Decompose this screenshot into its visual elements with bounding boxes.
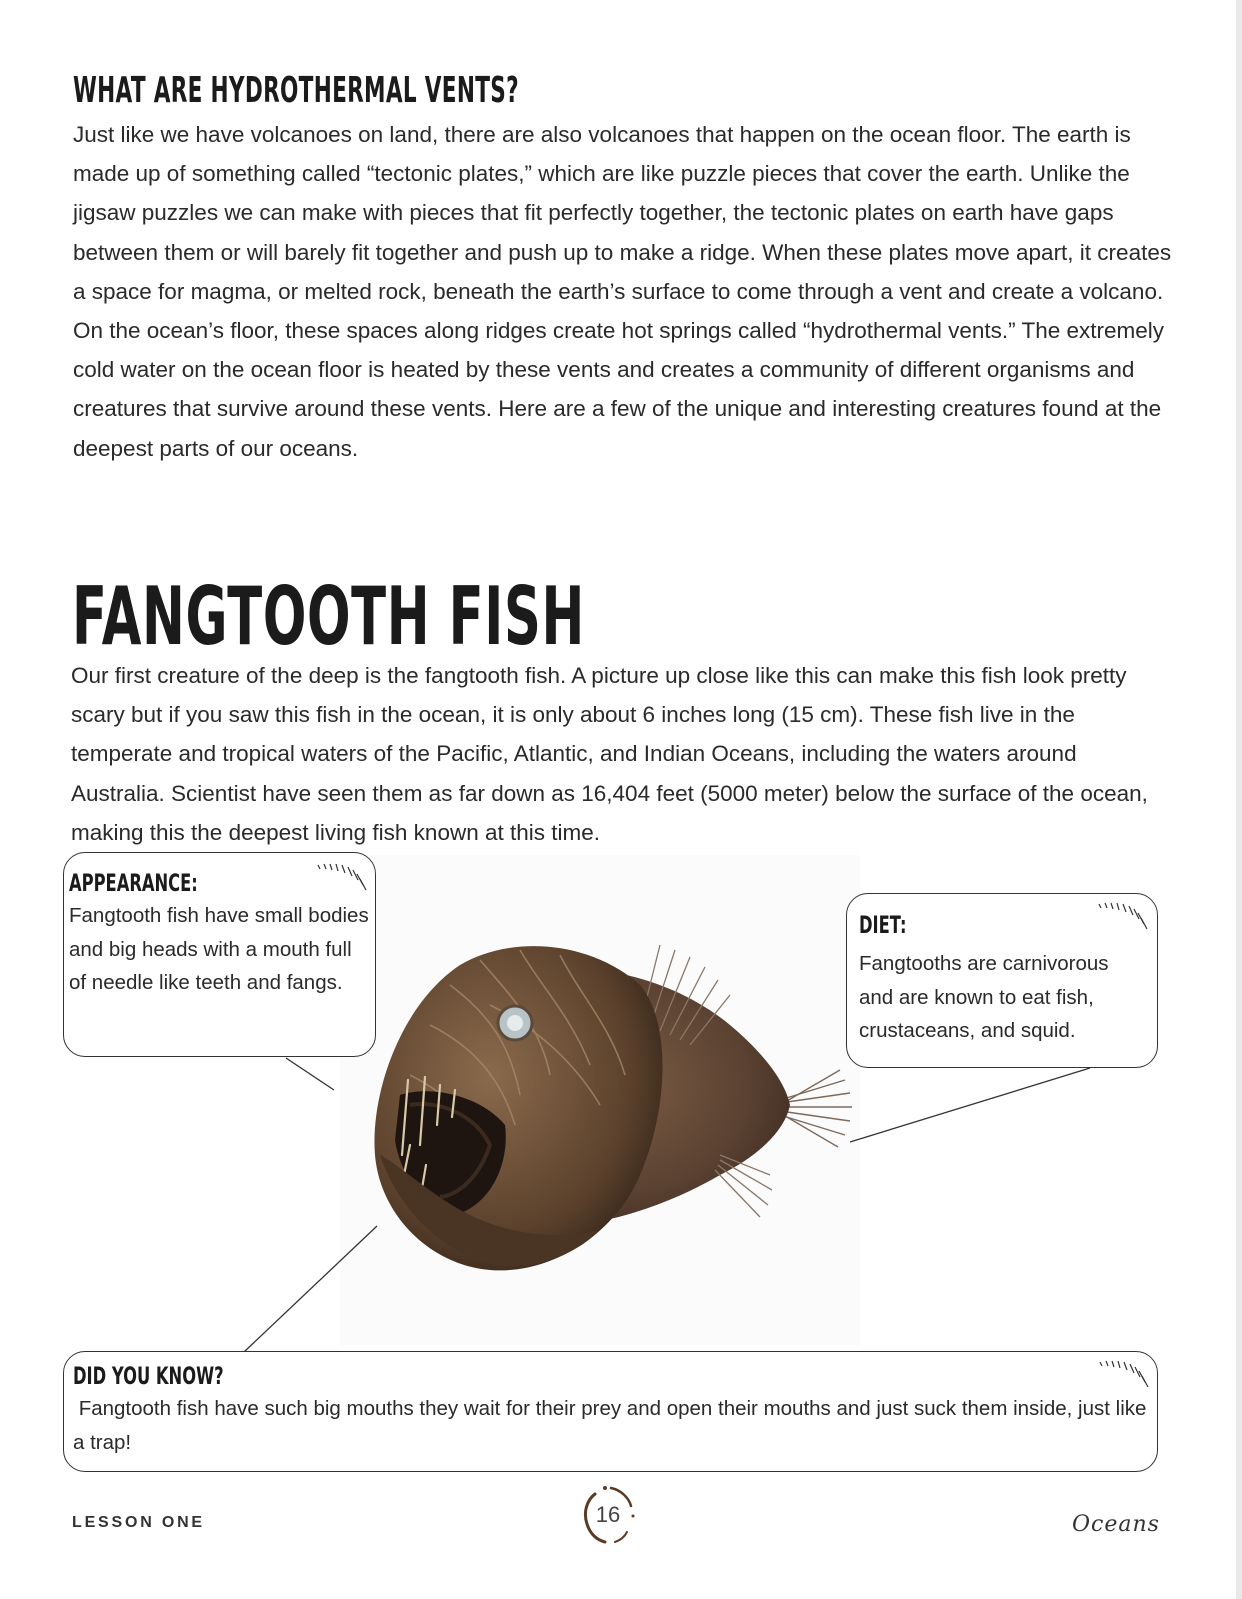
callout-title-appearance: APPEARANCE: — [69, 869, 198, 897]
callout-title-did-you-know: DID YOU KNOW? — [73, 1362, 224, 1390]
paragraph-fangtooth: Our first creature of the deep is the fangtooth fish. A picture up close like this can make this fish look pretty scary but if you saw this fish in the ocean, it is only about 6 inches long (15 cm). These fish live in the temperate and tropical waters of the Pacific, Atlantic, and Indian Oceans, including the waters around Australia. Scientist have seen them as far down as 16,404 feet (5000 meter) below the surface of the ocean, making this the deepest living fish known at this time. — [71, 663, 1148, 845]
fangtooth-fish-image — [340, 855, 860, 1345]
paragraph-vents: Just like we have volcanoes on land, there are also volcanoes that happen on the ocean floor. The earth is made up of something called “tectonic plates,” which are like puzzle pieces that cover the earth. Unlike the jigsaw puzzles we can make with pieces that fit perfectly together, the tectonic plates on earth have gaps between them or will barely fit together and push up to make a ridge. When these plates move apart, it creates a space for magma, or melted rock, beneath the earth’s surface to come through a vent and create a volcano. On the ocean’s floor, these spaces along ridges create hot springs called “hydrothermal vents.” The extremely cold water on the ocean floor is heated by these vents and creates a community of different organisms and creatures that survive around these vents. Here are a few of the unique and interesting creatures found at the deepest parts of our oceans. — [73, 122, 1172, 461]
footer-lesson-label: LESSON ONE — [72, 1514, 205, 1531]
callout-text-diet: Fangtooths are carnivorous and are known to eat fish, crustaceans, and squid. — [859, 952, 1109, 1042]
page-number: 16 — [595, 1502, 621, 1527]
section-heading-fangtooth: FANGTOOTH FISH — [72, 570, 585, 663]
callout-appearance — [63, 852, 376, 1057]
footer-brand-logo: Oceans — [1072, 1512, 1160, 1537]
section-heading-vents: WHAT ARE HYDROTHERMAL VENTS? — [73, 70, 519, 111]
leader-line-diet — [850, 1068, 1090, 1142]
page-number-badge — [575, 1482, 641, 1548]
callout-diet — [846, 893, 1158, 1068]
callout-text-did-you-know: Fangtooth fish have such big mouths they wait for their prey and open their mouths and just suck them inside, just like a trap! — [73, 1397, 1153, 1454]
callout-did-you-know — [63, 1351, 1158, 1472]
leader-line-appearance — [286, 1058, 334, 1090]
callout-title-diet: DIET: — [859, 911, 907, 939]
swirl-decoration-icon — [314, 859, 370, 893]
page-edge — [1236, 0, 1242, 1599]
swirl-decoration-icon — [1095, 898, 1151, 932]
callout-text-appearance: Fangtooth fish have small bodies and big heads with a mouth full of needle like teeth and fangs. — [69, 904, 369, 994]
swirl-decoration-icon — [1096, 1356, 1152, 1390]
